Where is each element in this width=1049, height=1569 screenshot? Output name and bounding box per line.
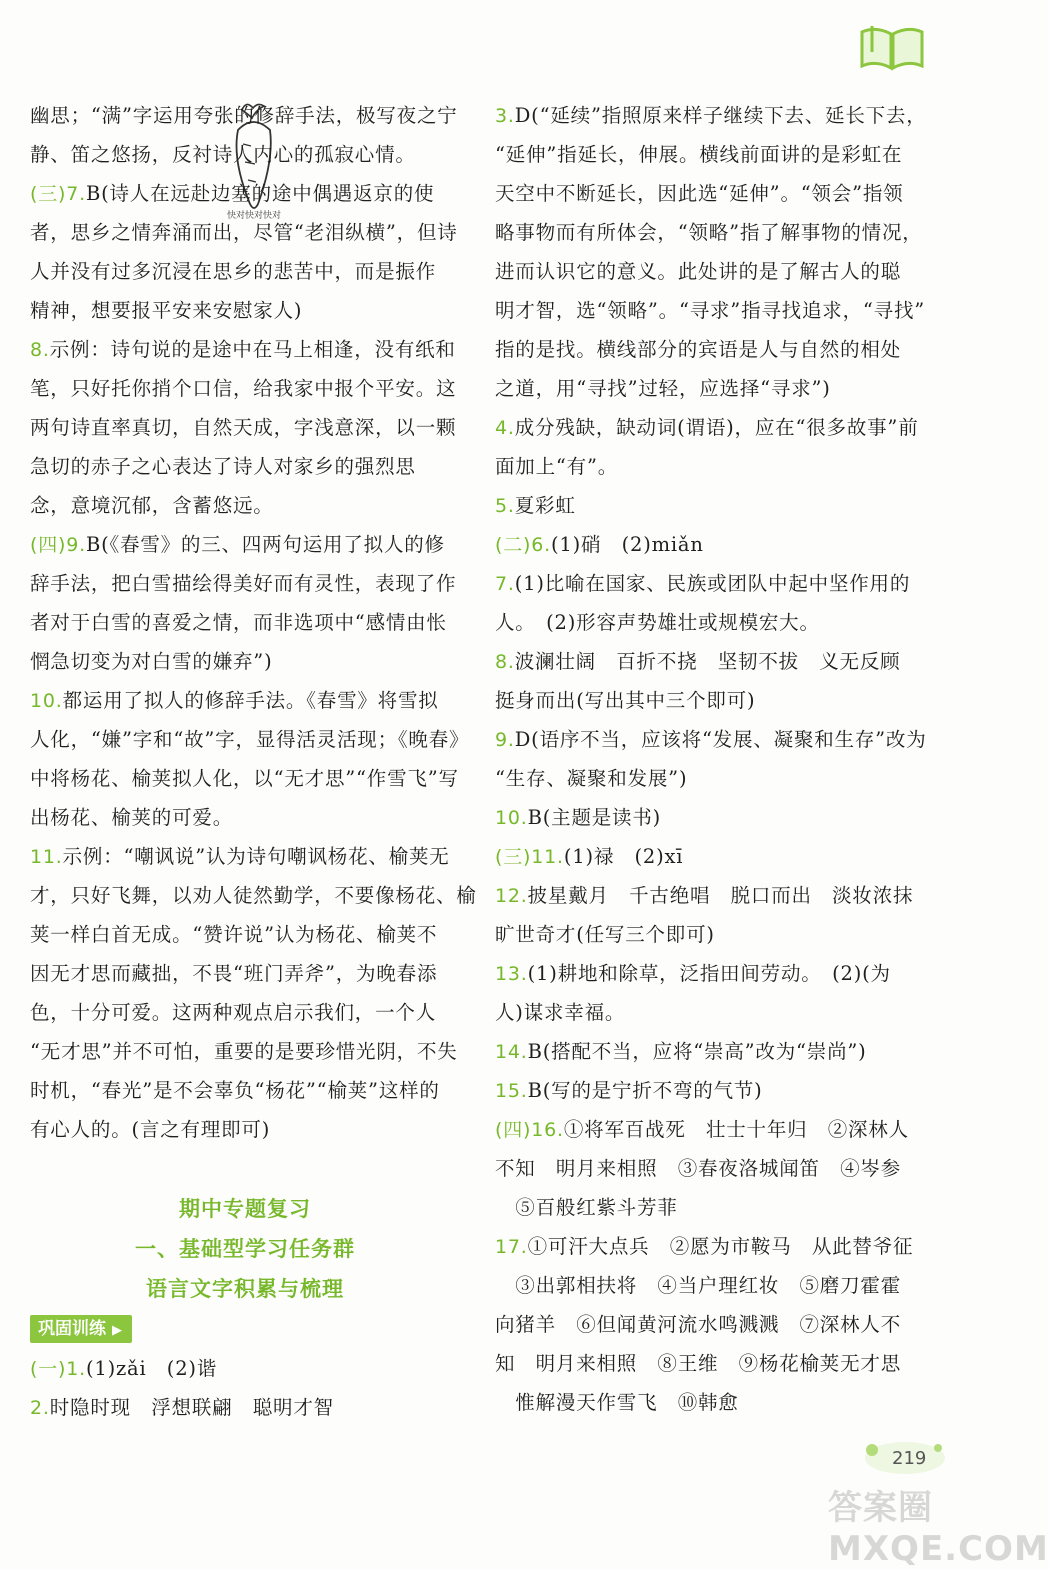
answer-text: 笔，只好托你捎个口信，给我家中报个平安。这 [30, 377, 457, 400]
answer-line [30, 408, 460, 447]
answer-line [495, 213, 925, 252]
answer-text: 知 明月来相照 ⑧王维 ⑨杨花榆荚无才思 [495, 1352, 902, 1375]
answer-text: ①可汗大点兵 ②愿为市鞍马 从此替爷征 [527, 1235, 914, 1258]
answer-text: D(“延续”指照原来样子继续下去、延长下去， [514, 104, 927, 127]
answer-line [495, 1188, 925, 1227]
answer-line [495, 1344, 925, 1383]
answer-text: 因无才思而藏拙，不畏“班门弄斧”，为晚春添 [30, 962, 438, 985]
answer-text: 念，意境沉郁，含蓄悠远。 [30, 494, 274, 517]
question-number: (四)16. [495, 1119, 564, 1141]
answer-line [30, 213, 460, 252]
right-answer-lines [495, 96, 925, 1422]
answer-line [495, 525, 925, 564]
question-number: (三)11. [495, 846, 564, 868]
answer-line [30, 915, 460, 954]
answer-text: 面加上“有”。 [495, 455, 619, 478]
right-column [495, 96, 925, 1422]
answer-line [495, 1032, 925, 1071]
question-number: 2. [30, 1397, 50, 1419]
section-heading-2: 一、基础型学习任务群 [135, 1237, 355, 1261]
answer-text: 不知 明月来相照 ③春夜洛城闻笛 ④岑参 [495, 1157, 902, 1180]
question-number: 11. [30, 846, 63, 868]
left-column [30, 96, 477, 1427]
answer-line [30, 1110, 460, 1149]
answer-line [30, 291, 460, 330]
answer-text: B(写的是宁折不弯的气节) [527, 1079, 763, 1102]
answer-text: 色，十分可爱。这两种观点启示我们，一个人 [30, 1001, 437, 1024]
answer-line [495, 720, 925, 759]
answer-text: B(《春雪》的三、四两句运用了拟人的修 [85, 533, 445, 556]
answer-line [30, 135, 460, 174]
question-number: 5. [495, 495, 515, 517]
question-number: 10. [495, 807, 528, 829]
answer-line [495, 1071, 925, 1110]
question-number: 3. [495, 105, 515, 127]
answer-line [495, 369, 925, 408]
answer-line [30, 96, 460, 135]
answer-text: 人)谋求幸福。 [495, 1001, 626, 1024]
answer-text: 者对于白雪的喜爱之情，而非选项中“感情由怅 [30, 611, 447, 634]
answer-line [30, 1071, 460, 1110]
answer-text: 示例：诗句说的是途中在马上相逢，没有纸和 [49, 338, 456, 361]
page-number: 219 [892, 1448, 927, 1469]
answer-text: 波澜壮阔 百折不挠 坚韧不拔 义无反顾 [514, 650, 901, 673]
answer-line [30, 642, 460, 681]
answer-text: 指的是找。横线部分的宾语是人与自然的相处 [495, 338, 902, 361]
answer-text: 人化，“嫌”字和“故”字，显得活灵活现；《晚春》 [30, 728, 470, 751]
answer-text: B(搭配不当，应将“崇高”改为“崇尚”) [527, 1040, 867, 1063]
answer-line [30, 720, 470, 759]
answer-text: 有心人的。(言之有理即可) [30, 1118, 271, 1141]
answer-text: ①将军百战死 壮士十年归 ②深林人 [563, 1118, 909, 1141]
answer-text: 才，只好飞舞，以劝人徒然勤学，不要像杨花、榆 [30, 884, 477, 907]
answer-line [495, 1149, 925, 1188]
answer-line [30, 681, 460, 720]
answer-line [495, 1110, 925, 1149]
answer-line [495, 135, 925, 174]
answer-text: 精神，想要报平安来安慰家人) [30, 299, 303, 322]
answer-line [495, 681, 925, 720]
answer-text: 成分残缺，缺动词(谓语)，应在“很多故事”前 [514, 416, 919, 439]
answer-line [495, 252, 925, 291]
answer-line [30, 1349, 460, 1388]
question-number: (四)9. [30, 534, 86, 556]
answer-text: B(诗人在远赴边塞的途中偶遇返京的使 [85, 182, 435, 205]
answer-text: 进而认识它的意义。此处讲的是了解古人的聪 [495, 260, 902, 283]
answer-text: 时机，“春光”是不会辜负“杨花”“榆荚”这样的 [30, 1079, 440, 1102]
answer-text: “无才思”并不可怕，重要的是要珍惜光阴，不失 [30, 1040, 458, 1063]
stamp-label: 快对快对快对 [226, 211, 281, 221]
question-number: 9. [495, 729, 515, 751]
answer-line [495, 1305, 925, 1344]
practice-tag [30, 1315, 132, 1343]
question-number: 8. [495, 651, 515, 673]
question-number: 13. [495, 963, 528, 985]
left-tail-lines [30, 1349, 460, 1427]
answer-line [495, 408, 925, 447]
answer-line [30, 525, 460, 564]
question-number: 17. [495, 1236, 528, 1258]
answer-text: D(语序不当，应该将“发展、凝聚和生存”改为 [514, 728, 927, 751]
question-number: 12. [495, 885, 528, 907]
answer-text: 人并没有过多沉浸在思乡的悲苦中，而是振作 [30, 260, 437, 283]
answer-line [495, 993, 925, 1032]
answer-text: 披星戴月 千古绝唱 脱口而出 淡妆浓抹 [527, 884, 914, 907]
question-number: (二)6. [495, 534, 551, 556]
answer-text: 略事物而有所体会，“领略”指了解事物的情况， [495, 221, 923, 244]
answer-line [30, 174, 460, 213]
question-number: 10. [30, 690, 63, 712]
answer-text: 荚一样白首无成。“赞许说”认为杨花、榆荚不 [30, 923, 438, 946]
answer-line [30, 330, 460, 369]
answer-line [30, 486, 460, 525]
answer-text: 者，思乡之情奔涌而出，尽管“老泪纵横”，但诗 [30, 221, 458, 244]
answer-line [495, 96, 925, 135]
book-icon [858, 22, 926, 72]
answer-text: 中将杨花、榆荚拟人化，以“无才思”“作雪飞”写 [30, 767, 459, 790]
answer-line [495, 1266, 925, 1305]
answer-text: 惘急切变为对白雪的嫌弃”) [30, 650, 273, 673]
question-number: 4. [495, 417, 515, 439]
answer-text: 急切的赤子之心表达了诗人对家乡的强烈思 [30, 455, 416, 478]
answer-text: 幽思；“满”字运用夸张的修辞手法，极写夜之宁 [30, 104, 458, 127]
answer-line [495, 642, 925, 681]
answer-text: 静、笛之悠扬，反衬诗人内心的孤寂心情。 [30, 143, 416, 166]
answer-line [30, 603, 460, 642]
tag-row [30, 1309, 460, 1349]
question-number: (三)7. [30, 183, 86, 205]
answer-line [495, 876, 925, 915]
answer-line [495, 759, 925, 798]
answer-line [495, 291, 925, 330]
watermark: 答案圈 MXQE.COM [828, 1488, 1049, 1569]
answer-text: (1)耕地和除草，泛指田间劳动。 (2)(为 [527, 962, 891, 985]
answer-text: 两句诗直率真切，自然天成，字浅意深，以一颗 [30, 416, 457, 439]
answer-text: “生存、凝聚和发展”) [495, 767, 688, 790]
play-arrow-icon: ▶ [112, 1323, 122, 1338]
answer-line [30, 1388, 460, 1427]
answer-text: (1)禄 (2)xī [563, 845, 684, 868]
question-number: 15. [495, 1080, 528, 1102]
answer-line [495, 798, 925, 837]
answer-text: “延伸”指延长，伸展。横线前面讲的是彩虹在 [495, 143, 903, 166]
answer-text: 明才智，选“领略”。“寻求”指寻找追求，“寻找” [495, 299, 926, 322]
answer-line [30, 369, 460, 408]
answer-text: 时隐时现 浮想联翩 聪明才智 [49, 1396, 334, 1419]
answer-line [30, 993, 460, 1032]
answer-line [495, 330, 925, 369]
answer-text: ⑤百般红紫斗芳菲 [495, 1196, 678, 1219]
answer-text: 之道，用“寻找”过轻，应选择“寻求”) [495, 377, 831, 400]
answer-line [495, 564, 925, 603]
answer-line [495, 447, 925, 486]
answer-line [495, 174, 925, 213]
answer-line [30, 837, 460, 876]
answer-text: 辞手法，把白雪描绘得美好而有灵性，表现了作 [30, 572, 457, 595]
section-heading-3: 语言文字积累与梳理 [146, 1277, 344, 1301]
question-number: 7. [495, 573, 515, 595]
answer-text: 人。 (2)形容声势雄壮或规模宏大。 [495, 611, 820, 634]
answer-text: 向猪羊 ⑥但闻黄河流水鸣溅溅 ⑦深林人不 [495, 1313, 902, 1336]
answer-text: B(主题是读书) [527, 806, 662, 829]
answer-text: 示例：“嘲讽说”认为诗句嘲讽杨花、榆荚无 [62, 845, 450, 868]
practice-tag-label: 巩固训练 [38, 1319, 106, 1339]
answer-line [30, 447, 460, 486]
answer-text: (1)比喻在国家、民族或团队中起中坚作用的 [514, 572, 911, 595]
answer-text: 惟解漫天作雪飞 ⑩韩愈 [495, 1391, 739, 1414]
answer-text: (1)zǎi (2)谐 [85, 1357, 218, 1380]
answer-text: 都运用了拟人的修辞手法。《春雪》将雪拟 [62, 689, 439, 712]
answer-line [30, 954, 460, 993]
question-number: (一)1. [30, 1358, 86, 1380]
answer-line [30, 252, 460, 291]
answer-line [495, 837, 925, 876]
answer-text: 挺身而出(写出其中三个即可) [495, 689, 756, 712]
answer-line [495, 954, 925, 993]
answer-line [495, 1383, 925, 1422]
answer-line [30, 1032, 460, 1071]
section-heading-1: 期中专题复习 [179, 1197, 311, 1221]
answer-text: 天空中不断延长，因此选“延伸”。“领会”指领 [495, 182, 904, 205]
answer-line [30, 876, 477, 915]
left-answer-lines [30, 96, 477, 1149]
answer-text: 旷世奇才(任写三个即可) [495, 923, 715, 946]
answer-line [495, 915, 925, 954]
answer-text: ③出郭相扶将 ④当户理红妆 ⑤磨刀霍霍 [495, 1274, 902, 1297]
question-number: 8. [30, 339, 50, 361]
answer-text: 夏彩虹 [514, 494, 576, 517]
answer-line [495, 1227, 925, 1266]
answer-line [30, 759, 460, 798]
answer-line [495, 486, 925, 525]
answer-line [495, 603, 925, 642]
answer-text: 出杨花、榆荚的可爱。 [30, 806, 234, 829]
answer-line [30, 798, 460, 837]
answer-line [30, 564, 460, 603]
answer-text: (1)硝 (2)miǎn [550, 533, 704, 556]
question-number: 14. [495, 1041, 528, 1063]
